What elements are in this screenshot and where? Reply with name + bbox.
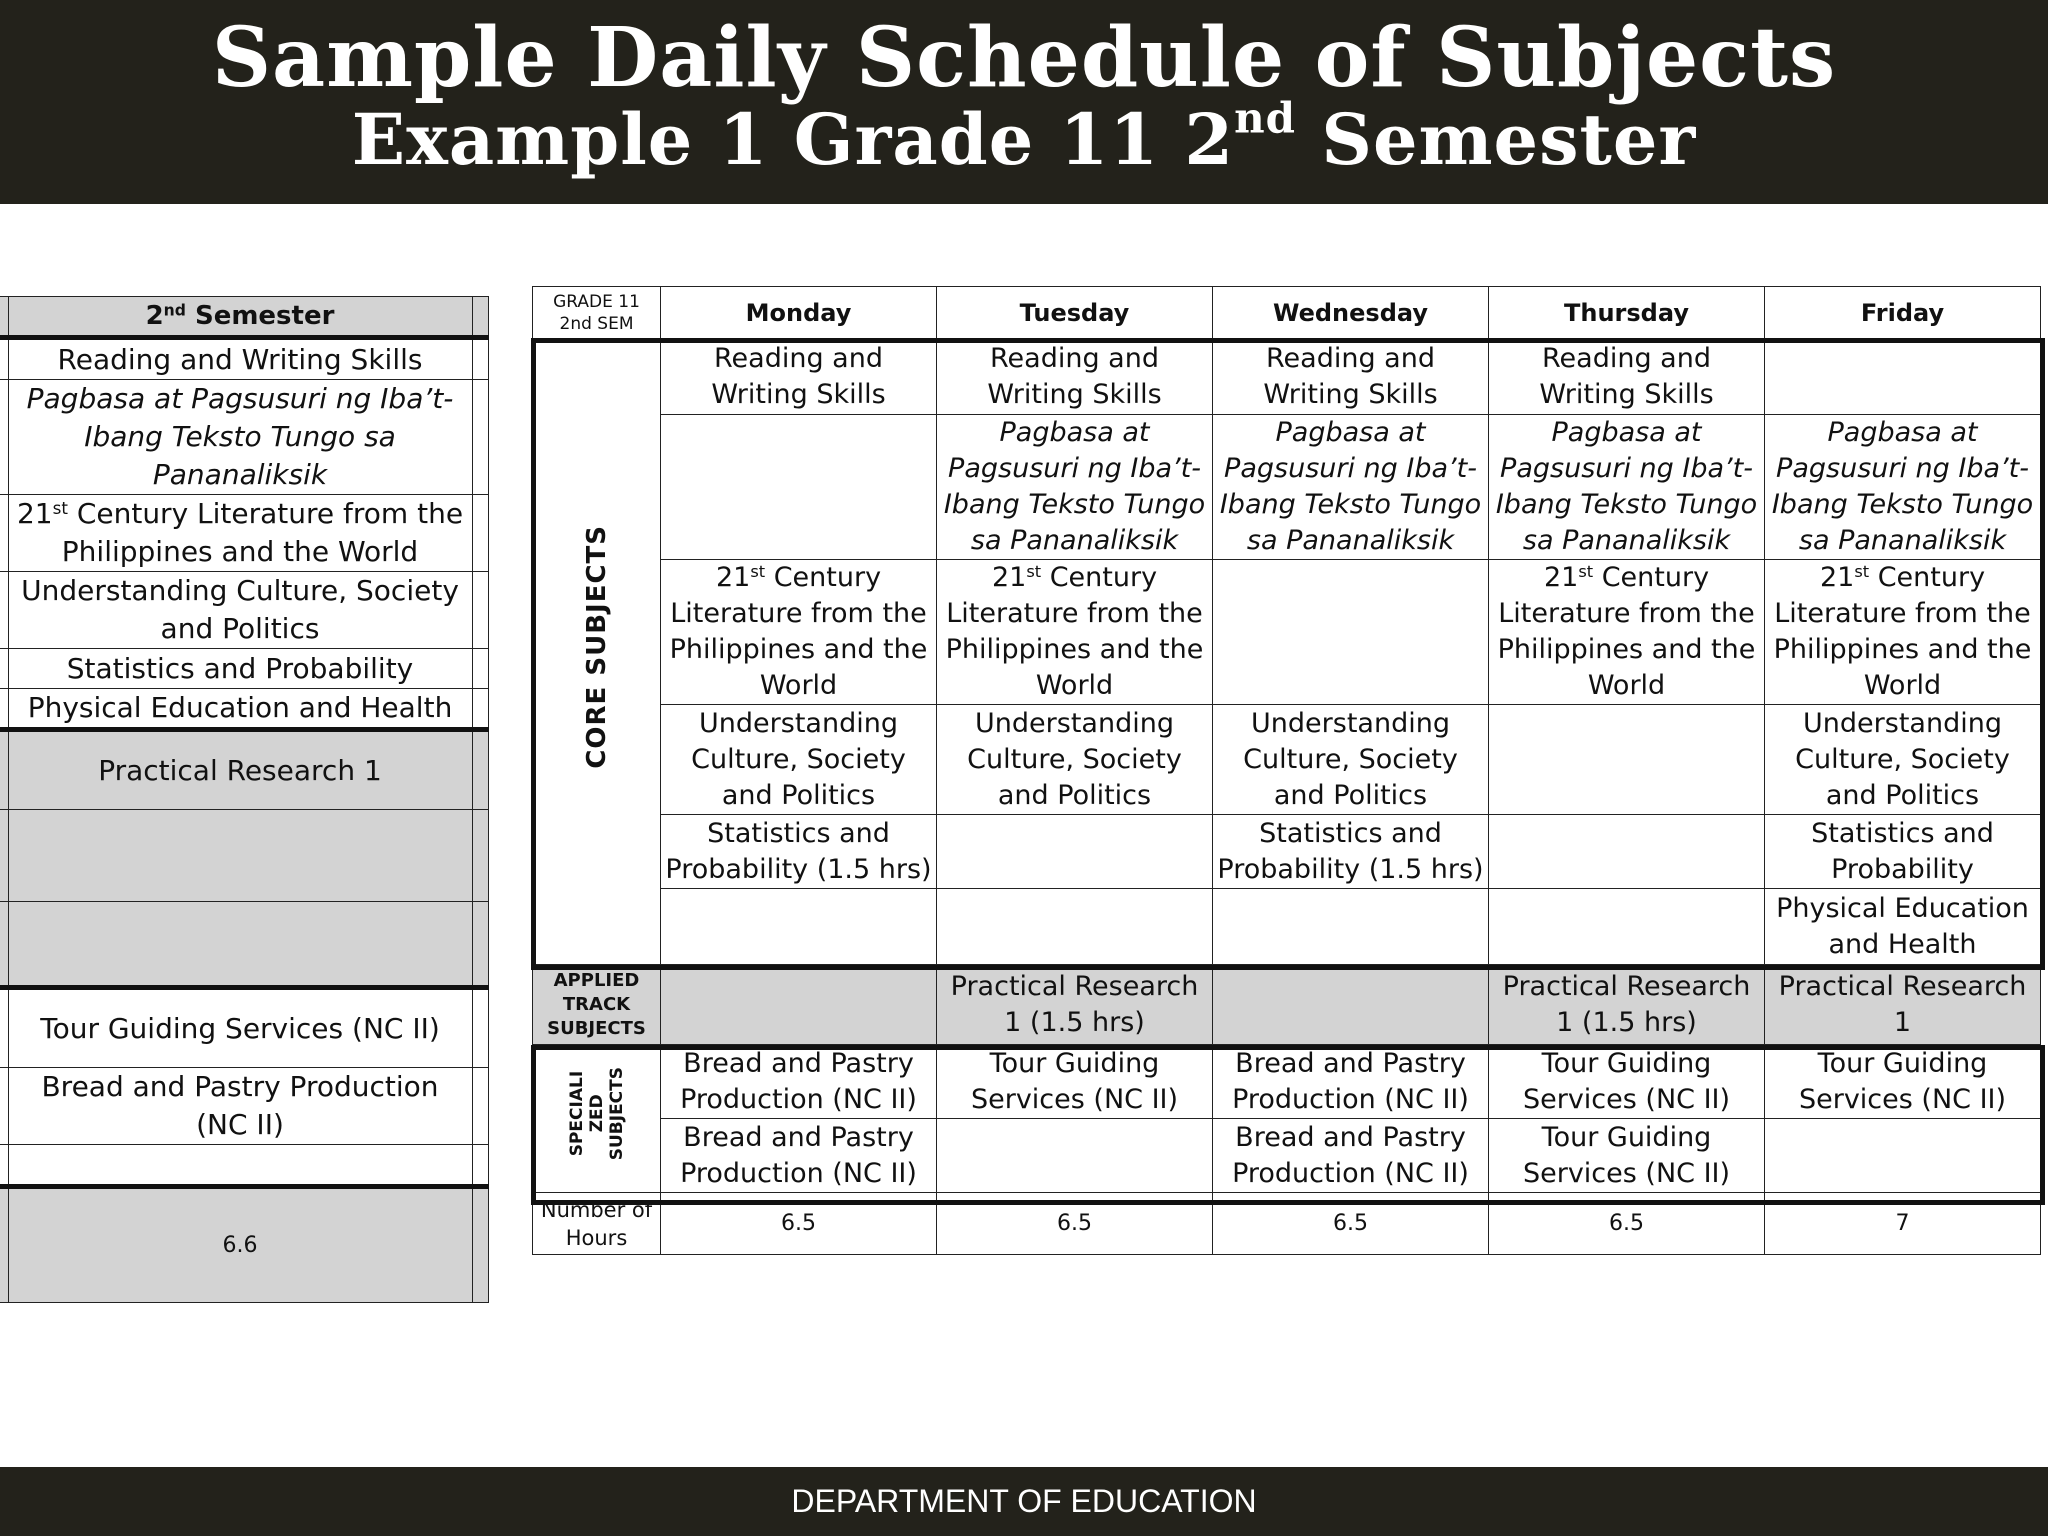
subtitle-superscript: nd [1234,93,1297,143]
schedule-cell: Reading and Writing Skills [1213,339,1489,415]
schedule-cell: Statistics and Probability (1.5 hrs) [1213,815,1489,889]
schedule-cell [661,560,937,705]
table-edge [472,1068,488,1145]
table-edge [0,380,8,495]
table-edge [472,810,488,902]
schedule-cell: Statistics and Probability [1765,815,2041,889]
table-edge [472,649,488,689]
applied-track-label [533,965,661,1045]
schedule-cell: Practical Research 1 (1.5 hrs) [1489,965,1765,1045]
subject-cell: Reading and Writing Skills [8,338,472,380]
schedule-cell: Practical Research 1 (1.5 hrs) [937,965,1213,1045]
subject-cell: Bread and Pastry Production (NC II) [8,1068,472,1145]
schedule-cell-empty [1489,889,1765,965]
lit-number: 21 [991,562,1027,593]
subject-number: 21 [16,497,53,530]
subject-cell: Understanding Culture, Society and Politics [8,572,472,649]
schedule-cell-empty [1213,965,1489,1045]
subject-cell [8,495,472,572]
specialized-label-line: ZED [586,1094,607,1133]
schedule-cell [1765,560,2041,705]
schedule-cell-empty [1213,889,1489,965]
schedule-cell: Tour Guiding Services (NC II) [937,1045,1213,1119]
schedule-cell-empty [937,889,1213,965]
hours-cell: 6.5 [937,1193,1213,1255]
day-header: Thursday [1489,287,1765,339]
table-edge [0,810,8,902]
day-header: Tuesday [937,287,1213,339]
day-header: Friday [1765,287,2041,339]
total-hours-cell: 6.6 [8,1187,472,1303]
schedule-cell: Pagbasa at Pagsusuri ng Iba’t-Ibang Teksto Tungo sa Pananaliksik [1765,415,2041,560]
lit-superscript: st [1578,562,1594,582]
schedule-cell: Statistics and Probability (1.5 hrs) [661,815,937,889]
semester-header-sup: nd [163,301,186,320]
footer-banner: DEPARTMENT OF EDUCATION [0,1467,2048,1536]
schedule-cell: Understanding Culture, Society and Politics [1213,705,1489,815]
schedule-cell: Understanding Culture, Society and Politics [937,705,1213,815]
grade-sem-header [533,287,661,339]
table-edge [472,689,488,730]
lit-number: 21 [715,562,751,593]
table-edge [472,338,488,380]
schedule-cell [1489,560,1765,705]
specialized-label-text [567,1067,627,1160]
schedule-cell: Understanding Culture, Society and Politics [661,705,937,815]
schedule-cell-empty [1765,1119,2041,1193]
empty-cell [8,1145,472,1187]
schedule-cell-empty [1489,815,1765,889]
lit-superscript: st [1854,562,1870,582]
schedule-cell: Tour Guiding Services (NC II) [1489,1045,1765,1119]
table-edge [0,689,8,730]
empty-cell [8,902,472,988]
table-edge [0,495,8,572]
table-edge [472,495,488,572]
hours-cell: 6.5 [1213,1193,1489,1255]
subject-cell: Pagbasa at Pagsusuri ng Iba’t-Ibang Teksto Tungo sa Pananaliksik [8,380,472,495]
corner-line: GRADE 11 [553,291,640,312]
table-edge [472,1187,488,1303]
page-title: Sample Daily Schedule of Subjects [211,10,1837,106]
applied-label-line: TRACK [562,993,631,1015]
schedule-cell-empty [937,1119,1213,1193]
corner-line: 2nd SEM [559,313,634,334]
table-edge [0,988,8,1068]
semester-header-num: 2 [145,301,164,331]
schedule-cell: Pagbasa at Pagsusuri ng Iba’t-Ibang Teksto Tungo sa Pananaliksik [1213,415,1489,560]
schedule-cell-empty [1213,560,1489,705]
table-edge [472,902,488,988]
specialized-label-line: SPECIALI [566,1070,587,1157]
table-edge [0,572,8,649]
core-subjects-label [533,339,661,965]
subject-superscript: st [52,497,68,518]
schedule-cell: Bread and Pastry Production (NC II) [661,1119,937,1193]
schedule-cell: Reading and Writing Skills [661,339,937,415]
day-header: Wednesday [1213,287,1489,339]
lit-text: Century Literature from the Philippines and the World [669,562,928,701]
schedule-cell-empty [661,889,937,965]
table-edge [0,338,8,380]
table-edge [0,1145,8,1187]
schedule-cell-empty [661,965,937,1045]
hours-cell: 6.5 [661,1193,937,1255]
lit-number: 21 [1819,562,1855,593]
schedule-cell: Bread and Pastry Production (NC II) [661,1045,937,1119]
lit-superscript: st [1026,562,1042,582]
specialized-subjects-label [533,1045,661,1193]
schedule-cell: Reading and Writing Skills [1489,339,1765,415]
schedule-cell: Practical Research 1 [1765,965,2041,1045]
header-banner [0,0,2048,204]
subject-text: Century Literature from the Philippines and the World [61,497,464,568]
day-header: Monday [661,287,937,339]
schedule-cell: Bread and Pastry Production (NC II) [1213,1045,1489,1119]
schedule-cell-empty [1489,705,1765,815]
schedule-cell: Bread and Pastry Production (NC II) [1213,1119,1489,1193]
lit-number: 21 [1543,562,1579,593]
lit-text: Century Literature from the Philippines and the World [1773,562,2032,701]
table-edge [0,297,8,338]
specialized-label-line: SUBJECTS [606,1066,627,1161]
lit-text: Century Literature from the Philippines and the World [945,562,1204,701]
schedule-cell: Pagbasa at Pagsusuri ng Iba’t-Ibang Teksto Tungo sa Pananaliksik [1489,415,1765,560]
hours-cell: 6.5 [1489,1193,1765,1255]
empty-cell [8,810,472,902]
schedule-cell: Tour Guiding Services (NC II) [1765,1045,2041,1119]
table-edge [0,730,8,810]
lit-text: Century Literature from the Philippines and the World [1497,562,1756,701]
semester-subjects-table [0,296,489,1303]
table-edge [472,572,488,649]
table-edge [472,297,488,338]
applied-label-line: APPLIED [553,969,640,991]
table-edge [472,988,488,1068]
lit-superscript: st [750,562,766,582]
subject-cell: Physical Education and Health [8,689,472,730]
table-edge [0,1187,8,1303]
schedule-cell: Reading and Writing Skills [937,339,1213,415]
semester-header [8,297,472,338]
subject-cell: Practical Research 1 [8,730,472,810]
table-edge [472,730,488,810]
table-edge [0,902,8,988]
subject-cell: Statistics and Probability [8,649,472,689]
table-edge [0,1068,8,1145]
applied-label-line: SUBJECTS [547,1017,646,1039]
semester-header-text: Semester [185,301,335,331]
daily-schedule-table [532,286,2041,1255]
subject-cell: Tour Guiding Services (NC II) [8,988,472,1068]
table-edge [472,1145,488,1187]
schedule-cell [937,560,1213,705]
schedule-cell-empty [661,415,937,560]
schedule-cell: Tour Guiding Services (NC II) [1489,1119,1765,1193]
schedule-cell: Pagbasa at Pagsusuri ng Iba’t-Ibang Teksto Tungo sa Pananaliksik [937,415,1213,560]
table-edge [0,649,8,689]
subtitle-text: Example 1 Grade 11 2 [351,98,1235,181]
schedule-cell: Physical Education and Health [1765,889,2041,965]
core-subjects-text: CORE SUBJECTS [581,524,612,769]
table-edge [472,380,488,495]
schedule-cell-empty [937,815,1213,889]
schedule-cell-empty [1765,339,2041,415]
hours-cell: 7 [1765,1193,2041,1255]
hours-label: Number of Hours [533,1193,661,1255]
page-subtitle [0,93,2048,182]
schedule-cell: Understanding Culture, Society and Politics [1765,705,2041,815]
subtitle-text-end: Semester [1296,98,1697,181]
